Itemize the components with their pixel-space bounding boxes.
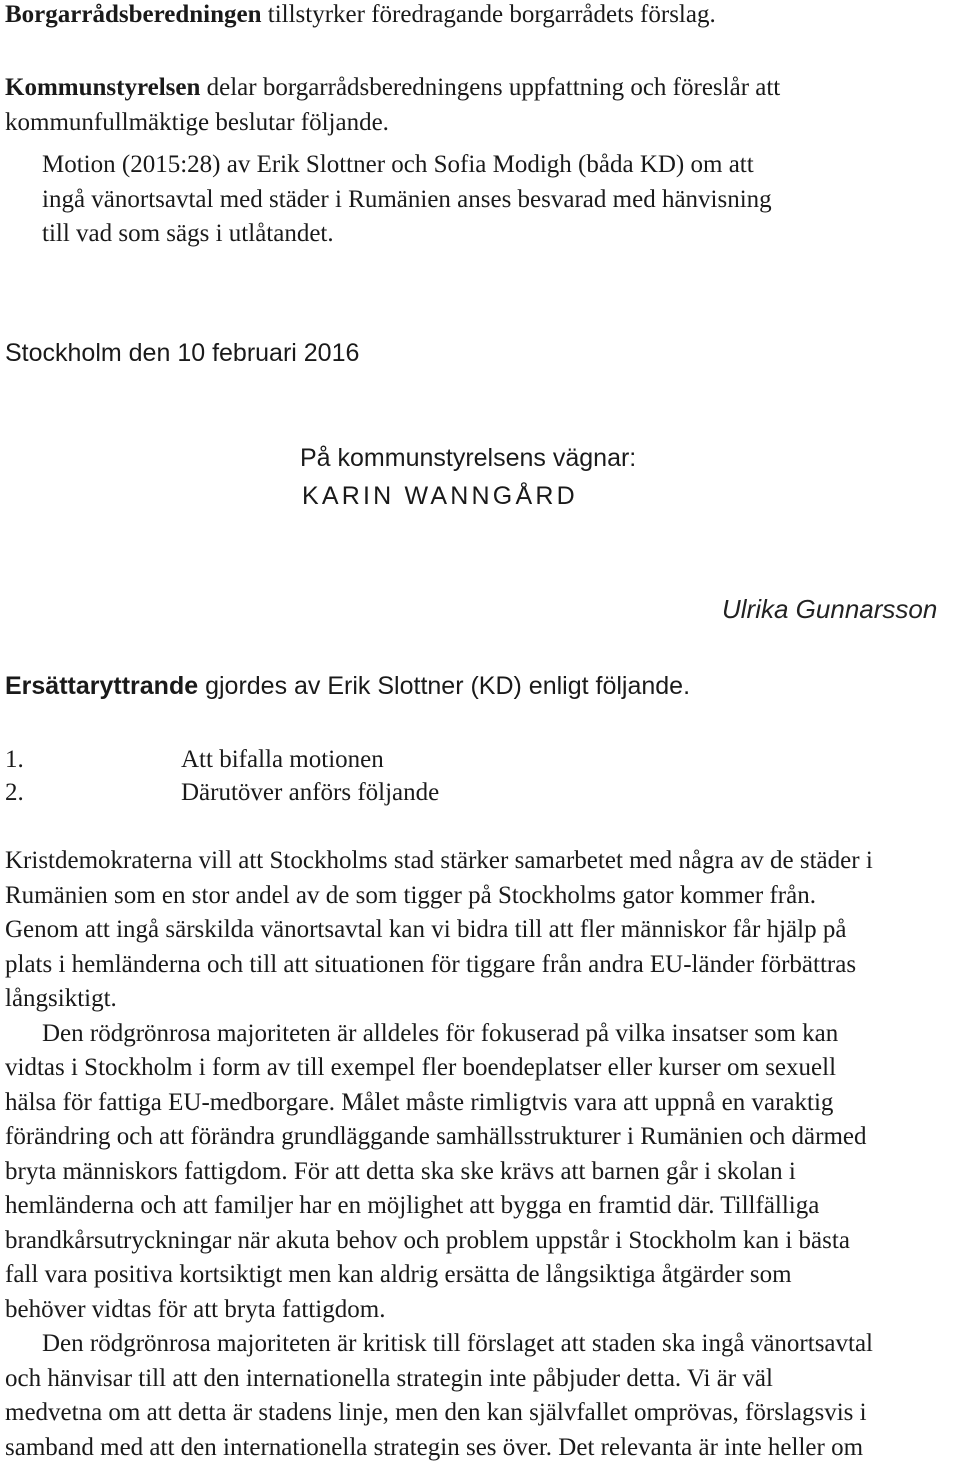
body-line: brandkårsutryckningar när akuta behov och problem uppstår i Stockholm kan i bästa [5, 1224, 955, 1259]
body-line: och hänvisar till att den internationella strategin inte påbjuder detta. Vi är väl [5, 1362, 955, 1397]
board-name: Kommunstyrelsen [5, 74, 200, 101]
list-text: Därutöver anförs följande [181, 779, 439, 807]
body-line: behöver vidtas för att bryta fattigdom. [5, 1293, 955, 1328]
resolution-line: Motion (2015:28) av Erik Slottner och Sofia Modigh (båda KD) om att [42, 148, 960, 183]
paragraph-text: tillstyrker föredragande borgarrådets förslag. [262, 1, 716, 28]
body-line: Den rödgrönrosa majoriteten är kritisk till förslaget att staden ska ingå vänortsavtal [5, 1327, 955, 1362]
place-date: Stockholm den 10 februari 2016 [5, 339, 359, 368]
body-line: Rumänien som en stor andel av de som tigger på Stockholms gator kommer från. [5, 879, 955, 914]
body-line: samband med att den internationella strategin ses över. Det relevanta är inte heller om [5, 1431, 955, 1465]
list-item [5, 779, 55, 807]
body-text [5, 844, 955, 1465]
body-line: plats i hemländerna och till att situationen för tiggare från andra EU-länder förbättras [5, 948, 955, 983]
body-line: hälsa för fattiga EU-medborgare. Målet måste rimligtvis vara att uppnå en varaktig [5, 1086, 955, 1121]
reservation-label: Ersättaryttrande [5, 672, 198, 700]
resolution-line: till vad som sägs i utlåtandet. [42, 217, 960, 252]
body-line: vidtas i Stockholm i form av till exempel fler boendeplatser eller kurser om sexuell [5, 1051, 955, 1086]
paragraph-line: kommunfullmäktige beslutar följande. [5, 106, 955, 141]
body-line: medvetna om att detta är stadens linje, men den kan självfallet omprövas, förslagsvis i [5, 1396, 955, 1431]
signature: Ulrika Gunnarsson [722, 594, 937, 625]
resolution-block [42, 148, 960, 252]
list-text: Att bifalla motionen [181, 746, 384, 774]
paragraph-recommendation [5, 0, 716, 33]
signer-name: KARIN WANNGÅRD [302, 482, 578, 511]
body-line: förändring och att förändra grundläggande samhällsstrukturer i Rumänien och därmed [5, 1120, 955, 1155]
reservation-text: gjordes av Erik Slottner (KD) enligt följande. [198, 672, 690, 700]
reservation-statement [5, 672, 690, 701]
paragraph-board-proposal [5, 71, 955, 140]
resolution-line: ingå vänortsavtal med städer i Rumänien anses besvarad med hänvisning [42, 183, 960, 218]
paragraph-text: delar borgarrådsberedningens uppfattning och föreslår att [200, 74, 780, 101]
list-number: 1. [5, 746, 55, 774]
body-line: Den rödgrönrosa majoriteten är alldeles för fokuserad på vilka insatser som kan [5, 1017, 955, 1052]
body-line: långsiktigt. [5, 982, 955, 1017]
body-line: fall vara positiva kortsiktigt men kan aldrig ersätta de långsiktiga åtgärder som [5, 1258, 955, 1293]
body-line: Kristdemokraterna vill att Stockholms stad stärker samarbetet med några av de städer i [5, 844, 955, 879]
body-line: bryta människors fattigdom. För att detta ska ske krävs att barnen går i skolan i [5, 1155, 955, 1190]
list-number: 2. [5, 779, 55, 807]
paragraph-line [5, 71, 955, 106]
list-item [5, 746, 55, 774]
body-line: Genom att ingå särskilda vänortsavtal kan vi bidra till att fler människor får hjälp på [5, 913, 955, 948]
on-behalf-label: På kommunstyrelsens vägnar: [300, 444, 636, 473]
body-line: hemländerna och att familjer har en möjlighet att bygga en framtid där. Tillfälliga [5, 1189, 955, 1224]
committee-name: Borgarrådsberedningen [5, 1, 262, 28]
